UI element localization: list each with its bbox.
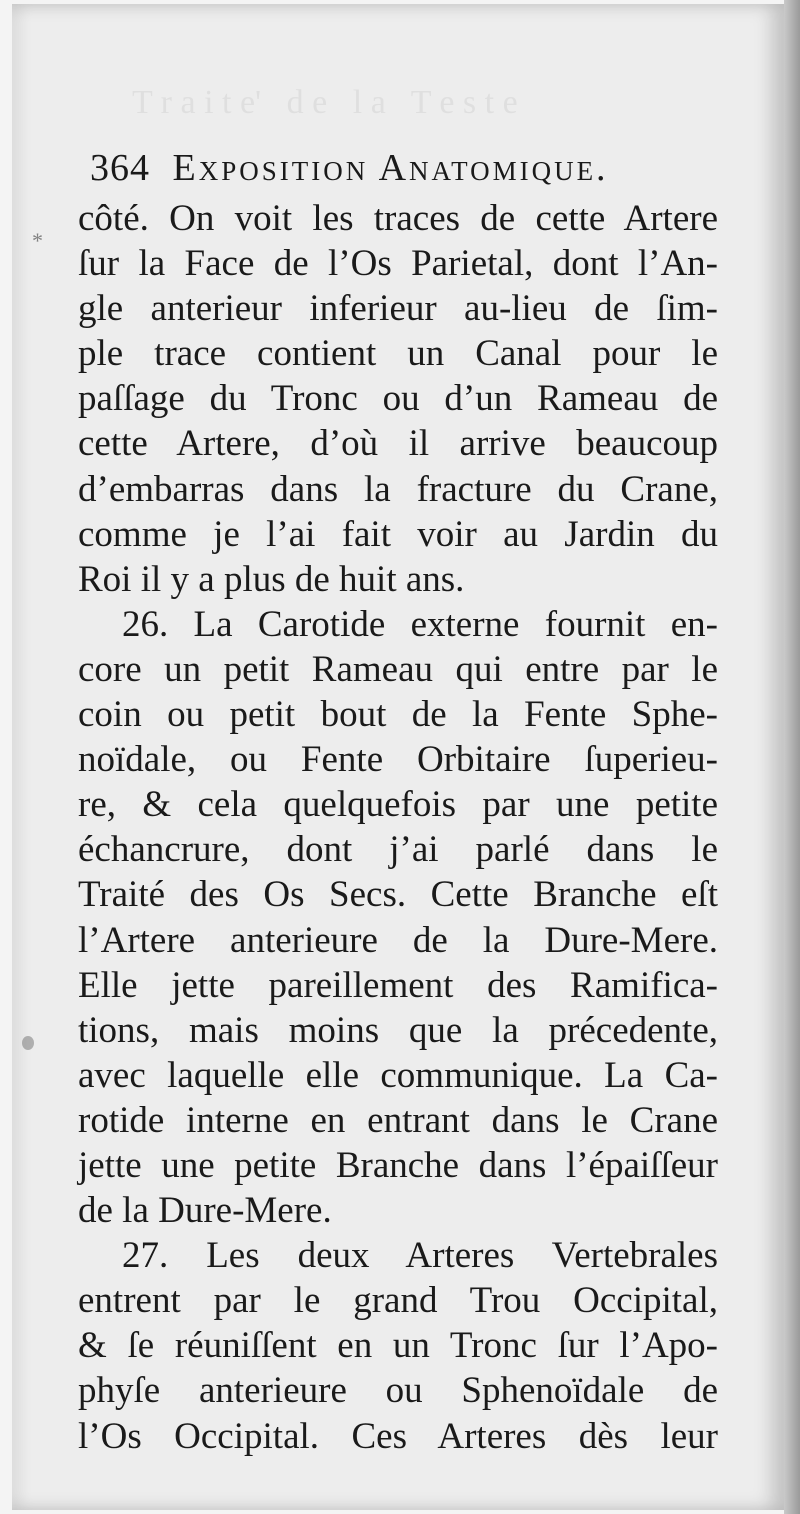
text-line: échancrure, dont j’ai parlé dans le — [78, 829, 718, 871]
text-line: l’Artere anterieure de la Dure-Mere. — [78, 919, 718, 961]
text-line: rotide interne en entrant dans le Crane — [78, 1099, 718, 1141]
running-header — [90, 146, 730, 190]
text-line: coin ou petit bout de la Fente Sphe- — [78, 694, 718, 736]
text-line: cette Artere, d’où il arrive beaucoup — [78, 423, 718, 465]
text-line: re, & cela quelquefois par une petite — [78, 784, 718, 826]
text-line: côté. On voit les traces de cette Artere — [78, 198, 718, 239]
running-title: Exposition Anatomique. — [172, 147, 609, 189]
margin-mark: * — [32, 228, 43, 253]
text-line: noïdale, ou Fente Orbitaire ſuperieu- — [78, 739, 718, 781]
text-line: & ſe réuniſſent en un Tronc ſur l’Apo- — [78, 1325, 718, 1367]
text-line: core un petit Rameau qui entre par le — [78, 648, 718, 690]
page-number: 364 — [90, 147, 150, 189]
text-line: paſſage du Tronc ou d’un Rameau de — [78, 378, 718, 420]
text-line: Elle jette pareillement des Ramifica- — [78, 964, 718, 1006]
body-text — [78, 196, 718, 1459]
text-line: entrent par le grand Trou Occipital, — [78, 1280, 718, 1322]
page-edge-shadow — [784, 0, 800, 1514]
text-line: ſur la Face de l’Os Parietal, dont l’An- — [78, 243, 718, 285]
text-line: l’Os Occipital. Ces Arteres dès leur — [78, 1415, 718, 1457]
show-through-text: T r a i t e' d e l a T e s t e — [132, 84, 518, 121]
text-line: de la Dure-Mere. — [78, 1190, 332, 1232]
text-line: gle anterieur inferieur au-lieu de ſim- — [78, 288, 718, 330]
text-line: d’embarras dans la fracture du Crane, — [78, 468, 718, 510]
ink-smudge — [22, 1036, 34, 1050]
text-line: phyſe anterieure ou Sphenoïdale de — [78, 1370, 718, 1412]
text-line: Roi il y a plus de huit ans. — [78, 558, 465, 600]
text-line: comme je l’ai fait voir au Jardin du — [78, 513, 718, 555]
text-line: avec laquelle elle communique. La Ca- — [78, 1054, 718, 1096]
text-line: Traité des Os Secs. Cette Branche eſt — [78, 874, 718, 916]
paragraph-26-start: 26. La Carotide externe fournit en- — [122, 603, 718, 645]
text-line: ple trace contient un Canal pour le — [78, 333, 718, 375]
text-line: jette une petite Branche dans l’épaiſſeur — [78, 1144, 718, 1186]
paragraph-27-start: 27. Les deux Arteres Vertebrales — [122, 1235, 718, 1277]
text-line: tions, mais moins que la précedente, — [78, 1009, 718, 1051]
